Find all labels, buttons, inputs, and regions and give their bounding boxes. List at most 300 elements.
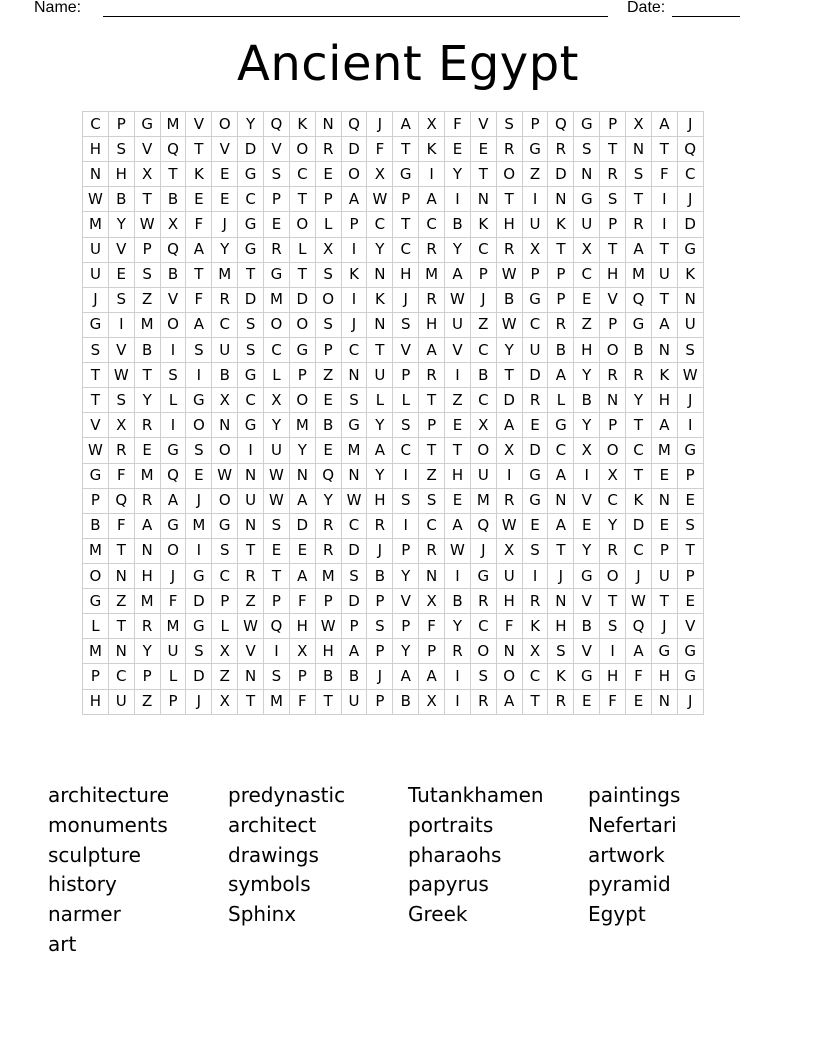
grid-cell[interactable]: C [393, 237, 419, 262]
grid-cell[interactable]: Y [600, 513, 626, 538]
grid-cell[interactable]: H [289, 614, 315, 639]
grid-cell[interactable]: E [264, 212, 290, 237]
grid-cell[interactable]: Y [238, 112, 264, 137]
grid-cell[interactable]: R [522, 388, 548, 413]
grid-cell[interactable]: T [419, 438, 445, 463]
grid-cell[interactable]: U [522, 212, 548, 237]
grid-cell[interactable]: N [419, 563, 445, 588]
grid-cell[interactable]: C [212, 312, 238, 337]
grid-cell[interactable]: U [264, 438, 290, 463]
grid-cell[interactable]: A [160, 488, 186, 513]
grid-cell[interactable]: I [445, 563, 471, 588]
grid-cell[interactable]: T [134, 363, 160, 388]
grid-cell[interactable]: H [496, 212, 522, 237]
grid-cell[interactable]: N [134, 538, 160, 563]
grid-cell[interactable]: A [445, 262, 471, 287]
grid-cell[interactable]: Q [470, 513, 496, 538]
grid-cell[interactable]: V [470, 112, 496, 137]
grid-cell[interactable]: E [186, 187, 212, 212]
grid-cell[interactable]: G [677, 639, 703, 664]
grid-cell[interactable]: V [134, 137, 160, 162]
grid-cell[interactable]: T [600, 237, 626, 262]
grid-cell[interactable]: R [315, 513, 341, 538]
grid-cell[interactable]: L [548, 388, 574, 413]
grid-cell[interactable]: R [134, 413, 160, 438]
grid-cell[interactable]: C [626, 438, 652, 463]
grid-cell[interactable]: R [445, 639, 471, 664]
grid-cell[interactable]: S [522, 538, 548, 563]
grid-cell[interactable]: X [419, 589, 445, 614]
grid-cell[interactable]: Y [445, 162, 471, 187]
grid-cell[interactable]: T [134, 187, 160, 212]
grid-cell[interactable]: U [341, 689, 367, 714]
grid-cell[interactable]: E [651, 513, 677, 538]
grid-cell[interactable]: J [186, 488, 212, 513]
grid-cell[interactable]: I [108, 312, 134, 337]
grid-cell[interactable]: X [626, 112, 652, 137]
grid-cell[interactable]: X [289, 639, 315, 664]
grid-cell[interactable]: N [651, 488, 677, 513]
grid-cell[interactable]: O [83, 563, 109, 588]
grid-cell[interactable]: W [264, 463, 290, 488]
grid-cell[interactable]: M [160, 614, 186, 639]
grid-cell[interactable]: D [238, 137, 264, 162]
grid-cell[interactable]: Y [496, 337, 522, 362]
grid-cell[interactable]: R [419, 237, 445, 262]
grid-cell[interactable]: D [341, 538, 367, 563]
grid-cell[interactable]: A [651, 112, 677, 137]
grid-cell[interactable]: J [651, 614, 677, 639]
grid-cell[interactable]: Y [393, 639, 419, 664]
grid-cell[interactable]: E [186, 463, 212, 488]
grid-cell[interactable]: B [445, 589, 471, 614]
grid-cell[interactable]: Z [238, 589, 264, 614]
grid-cell[interactable]: G [548, 413, 574, 438]
grid-cell[interactable]: A [496, 689, 522, 714]
grid-cell[interactable]: O [496, 162, 522, 187]
grid-cell[interactable]: S [108, 287, 134, 312]
grid-cell[interactable]: P [548, 287, 574, 312]
grid-cell[interactable]: P [160, 689, 186, 714]
grid-cell[interactable]: T [651, 589, 677, 614]
grid-cell[interactable]: G [522, 137, 548, 162]
grid-cell[interactable]: O [470, 438, 496, 463]
grid-cell[interactable]: N [367, 262, 393, 287]
grid-cell[interactable]: O [600, 337, 626, 362]
grid-cell[interactable]: G [393, 162, 419, 187]
grid-cell[interactable]: G [134, 112, 160, 137]
grid-cell[interactable]: S [393, 488, 419, 513]
grid-cell[interactable]: P [393, 538, 419, 563]
grid-cell[interactable]: M [134, 312, 160, 337]
grid-cell[interactable]: E [574, 689, 600, 714]
grid-cell[interactable]: Y [393, 563, 419, 588]
grid-cell[interactable]: G [626, 312, 652, 337]
grid-cell[interactable]: S [496, 112, 522, 137]
grid-cell[interactable]: N [574, 162, 600, 187]
grid-cell[interactable]: M [83, 639, 109, 664]
grid-cell[interactable]: Q [315, 463, 341, 488]
grid-cell[interactable]: C [238, 388, 264, 413]
grid-cell[interactable]: A [419, 187, 445, 212]
grid-cell[interactable]: U [160, 639, 186, 664]
grid-cell[interactable]: N [367, 312, 393, 337]
grid-cell[interactable]: Y [134, 639, 160, 664]
grid-cell[interactable]: J [470, 287, 496, 312]
grid-cell[interactable]: G [238, 212, 264, 237]
grid-cell[interactable]: T [626, 463, 652, 488]
grid-cell[interactable]: A [341, 187, 367, 212]
grid-cell[interactable]: B [445, 212, 471, 237]
grid-cell[interactable]: N [289, 463, 315, 488]
grid-cell[interactable]: B [160, 262, 186, 287]
grid-cell[interactable]: H [496, 589, 522, 614]
grid-cell[interactable]: D [496, 388, 522, 413]
grid-cell[interactable]: D [238, 287, 264, 312]
grid-cell[interactable]: V [212, 137, 238, 162]
grid-cell[interactable]: C [470, 237, 496, 262]
grid-cell[interactable]: G [238, 413, 264, 438]
grid-cell[interactable]: G [186, 388, 212, 413]
grid-cell[interactable]: R [626, 363, 652, 388]
grid-cell[interactable]: B [341, 664, 367, 689]
grid-cell[interactable]: G [574, 664, 600, 689]
grid-cell[interactable]: T [496, 187, 522, 212]
grid-cell[interactable]: A [626, 237, 652, 262]
grid-cell[interactable]: D [522, 363, 548, 388]
grid-cell[interactable]: S [548, 639, 574, 664]
grid-cell[interactable]: Q [160, 137, 186, 162]
grid-cell[interactable]: C [419, 513, 445, 538]
grid-cell[interactable]: U [651, 262, 677, 287]
grid-cell[interactable]: V [186, 112, 212, 137]
grid-cell[interactable]: T [264, 563, 290, 588]
grid-cell[interactable]: U [677, 312, 703, 337]
grid-cell[interactable]: X [367, 162, 393, 187]
grid-cell[interactable]: Y [367, 237, 393, 262]
grid-cell[interactable]: F [289, 689, 315, 714]
grid-cell[interactable]: P [367, 589, 393, 614]
grid-cell[interactable]: N [212, 413, 238, 438]
grid-cell[interactable]: G [574, 563, 600, 588]
grid-cell[interactable]: T [651, 237, 677, 262]
grid-cell[interactable]: S [186, 337, 212, 362]
grid-cell[interactable]: G [160, 513, 186, 538]
grid-cell[interactable]: P [83, 488, 109, 513]
grid-cell[interactable]: S [264, 513, 290, 538]
grid-cell[interactable]: D [289, 287, 315, 312]
grid-cell[interactable]: P [315, 337, 341, 362]
grid-cell[interactable]: J [470, 538, 496, 563]
grid-cell[interactable]: R [548, 689, 574, 714]
grid-cell[interactable]: X [470, 413, 496, 438]
grid-cell[interactable]: I [445, 664, 471, 689]
grid-cell[interactable]: R [419, 363, 445, 388]
grid-cell[interactable]: A [186, 237, 212, 262]
grid-cell[interactable]: S [186, 639, 212, 664]
grid-cell[interactable]: A [651, 413, 677, 438]
grid-cell[interactable]: W [341, 488, 367, 513]
grid-cell[interactable]: G [264, 262, 290, 287]
grid-cell[interactable]: Z [522, 162, 548, 187]
grid-cell[interactable]: G [574, 187, 600, 212]
grid-cell[interactable]: F [186, 287, 212, 312]
grid-cell[interactable]: R [419, 538, 445, 563]
grid-cell[interactable]: T [393, 137, 419, 162]
grid-cell[interactable]: E [522, 513, 548, 538]
grid-cell[interactable]: P [367, 639, 393, 664]
grid-cell[interactable]: G [238, 162, 264, 187]
grid-cell[interactable]: E [108, 262, 134, 287]
grid-cell[interactable]: P [677, 463, 703, 488]
grid-cell[interactable]: H [367, 488, 393, 513]
grid-cell[interactable]: F [419, 614, 445, 639]
grid-cell[interactable]: R [134, 488, 160, 513]
grid-cell[interactable]: J [341, 312, 367, 337]
grid-cell[interactable]: I [341, 287, 367, 312]
grid-cell[interactable]: E [677, 589, 703, 614]
grid-cell[interactable]: S [367, 614, 393, 639]
grid-cell[interactable]: G [522, 463, 548, 488]
grid-cell[interactable]: I [522, 563, 548, 588]
grid-cell[interactable]: D [548, 162, 574, 187]
grid-cell[interactable]: Q [160, 463, 186, 488]
grid-cell[interactable]: P [315, 589, 341, 614]
grid-cell[interactable]: T [83, 388, 109, 413]
grid-cell[interactable]: R [522, 589, 548, 614]
grid-cell[interactable]: E [574, 287, 600, 312]
grid-cell[interactable]: W [626, 589, 652, 614]
grid-cell[interactable]: Z [574, 312, 600, 337]
grid-cell[interactable]: O [264, 312, 290, 337]
grid-cell[interactable]: V [83, 413, 109, 438]
grid-cell[interactable]: G [83, 463, 109, 488]
grid-cell[interactable]: S [134, 262, 160, 287]
grid-cell[interactable]: X [522, 639, 548, 664]
grid-cell[interactable]: F [108, 463, 134, 488]
grid-cell[interactable]: P [289, 664, 315, 689]
grid-cell[interactable]: W [445, 287, 471, 312]
grid-cell[interactable]: Q [626, 614, 652, 639]
grid-cell[interactable]: X [160, 212, 186, 237]
grid-cell[interactable]: S [600, 187, 626, 212]
grid-cell[interactable]: A [341, 639, 367, 664]
grid-cell[interactable]: O [341, 162, 367, 187]
grid-cell[interactable]: M [341, 438, 367, 463]
grid-cell[interactable]: A [367, 438, 393, 463]
grid-cell[interactable]: M [134, 463, 160, 488]
grid-cell[interactable]: H [651, 388, 677, 413]
grid-cell[interactable]: B [108, 187, 134, 212]
grid-cell[interactable]: V [393, 589, 419, 614]
grid-cell[interactable]: F [367, 137, 393, 162]
grid-cell[interactable]: J [186, 689, 212, 714]
grid-cell[interactable]: R [548, 137, 574, 162]
grid-cell[interactable]: A [445, 513, 471, 538]
grid-cell[interactable]: M [160, 112, 186, 137]
grid-cell[interactable]: U [108, 689, 134, 714]
grid-cell[interactable]: R [315, 538, 341, 563]
grid-cell[interactable]: H [108, 162, 134, 187]
grid-cell[interactable]: H [393, 262, 419, 287]
grid-cell[interactable]: X [134, 162, 160, 187]
grid-cell[interactable]: K [522, 614, 548, 639]
grid-cell[interactable]: W [677, 363, 703, 388]
grid-cell[interactable]: S [264, 162, 290, 187]
grid-cell[interactable]: V [574, 589, 600, 614]
grid-cell[interactable]: X [574, 237, 600, 262]
grid-cell[interactable]: R [212, 287, 238, 312]
grid-cell[interactable]: K [470, 212, 496, 237]
grid-cell[interactable]: C [470, 337, 496, 362]
grid-cell[interactable]: L [315, 212, 341, 237]
grid-cell[interactable]: E [289, 538, 315, 563]
grid-cell[interactable]: P [341, 212, 367, 237]
grid-cell[interactable]: C [264, 337, 290, 362]
grid-cell[interactable]: M [264, 689, 290, 714]
grid-cell[interactable]: G [160, 438, 186, 463]
grid-cell[interactable]: R [470, 589, 496, 614]
grid-cell[interactable]: P [264, 187, 290, 212]
grid-cell[interactable]: T [651, 287, 677, 312]
grid-cell[interactable]: V [108, 337, 134, 362]
grid-cell[interactable]: H [651, 664, 677, 689]
grid-cell[interactable]: Q [160, 237, 186, 262]
grid-cell[interactable]: F [186, 212, 212, 237]
grid-cell[interactable]: G [677, 438, 703, 463]
grid-cell[interactable]: V [264, 137, 290, 162]
grid-cell[interactable]: C [212, 563, 238, 588]
grid-cell[interactable]: E [212, 162, 238, 187]
grid-cell[interactable]: P [341, 614, 367, 639]
grid-cell[interactable]: P [134, 664, 160, 689]
grid-cell[interactable]: V [600, 287, 626, 312]
grid-cell[interactable]: Q [626, 287, 652, 312]
grid-cell[interactable]: E [470, 137, 496, 162]
grid-cell[interactable]: L [367, 388, 393, 413]
grid-cell[interactable]: C [341, 337, 367, 362]
grid-cell[interactable]: D [186, 589, 212, 614]
grid-cell[interactable]: N [238, 513, 264, 538]
grid-cell[interactable]: P [393, 614, 419, 639]
grid-cell[interactable]: B [160, 187, 186, 212]
grid-cell[interactable]: B [470, 363, 496, 388]
grid-cell[interactable]: A [419, 664, 445, 689]
grid-cell[interactable]: I [160, 413, 186, 438]
grid-cell[interactable]: E [445, 137, 471, 162]
grid-cell[interactable]: C [341, 513, 367, 538]
grid-cell[interactable]: B [496, 287, 522, 312]
grid-cell[interactable]: I [574, 463, 600, 488]
grid-cell[interactable]: P [522, 262, 548, 287]
grid-cell[interactable]: U [470, 463, 496, 488]
grid-cell[interactable]: B [393, 689, 419, 714]
grid-cell[interactable]: J [212, 212, 238, 237]
grid-cell[interactable]: E [315, 388, 341, 413]
grid-cell[interactable]: C [419, 212, 445, 237]
grid-cell[interactable]: N [496, 639, 522, 664]
grid-cell[interactable]: G [522, 287, 548, 312]
grid-cell[interactable]: Z [108, 589, 134, 614]
grid-cell[interactable]: C [522, 312, 548, 337]
grid-cell[interactable]: A [496, 413, 522, 438]
grid-cell[interactable]: U [445, 312, 471, 337]
grid-cell[interactable]: I [186, 538, 212, 563]
grid-cell[interactable]: T [626, 413, 652, 438]
grid-cell[interactable]: S [341, 563, 367, 588]
grid-cell[interactable]: J [393, 287, 419, 312]
grid-cell[interactable]: P [600, 312, 626, 337]
grid-cell[interactable]: I [651, 187, 677, 212]
grid-cell[interactable]: G [83, 312, 109, 337]
grid-cell[interactable]: G [651, 639, 677, 664]
grid-cell[interactable]: I [445, 187, 471, 212]
grid-cell[interactable]: G [238, 363, 264, 388]
grid-cell[interactable]: N [108, 563, 134, 588]
grid-cell[interactable]: T [83, 363, 109, 388]
grid-cell[interactable]: X [496, 538, 522, 563]
grid-cell[interactable]: T [315, 689, 341, 714]
grid-cell[interactable]: P [600, 413, 626, 438]
grid-cell[interactable]: Q [341, 112, 367, 137]
grid-cell[interactable]: A [134, 513, 160, 538]
grid-cell[interactable]: V [160, 287, 186, 312]
grid-cell[interactable]: S [470, 664, 496, 689]
grid-cell[interactable]: O [289, 312, 315, 337]
grid-cell[interactable]: P [315, 187, 341, 212]
grid-cell[interactable]: E [315, 162, 341, 187]
grid-cell[interactable]: I [445, 689, 471, 714]
grid-cell[interactable]: R [600, 538, 626, 563]
grid-cell[interactable]: P [393, 363, 419, 388]
grid-cell[interactable]: J [677, 689, 703, 714]
grid-cell[interactable]: O [212, 488, 238, 513]
grid-cell[interactable]: P [367, 689, 393, 714]
grid-cell[interactable]: I [341, 237, 367, 262]
grid-cell[interactable]: M [83, 538, 109, 563]
grid-cell[interactable]: H [419, 312, 445, 337]
grid-cell[interactable]: S [186, 438, 212, 463]
grid-cell[interactable]: T [108, 538, 134, 563]
grid-cell[interactable]: H [83, 137, 109, 162]
grid-cell[interactable]: D [289, 513, 315, 538]
grid-cell[interactable]: U [496, 563, 522, 588]
grid-cell[interactable]: Y [367, 463, 393, 488]
grid-cell[interactable]: T [677, 538, 703, 563]
grid-cell[interactable]: A [289, 488, 315, 513]
grid-cell[interactable]: B [83, 513, 109, 538]
grid-cell[interactable]: T [626, 187, 652, 212]
grid-cell[interactable]: A [626, 639, 652, 664]
grid-cell[interactable]: W [238, 614, 264, 639]
grid-cell[interactable]: B [315, 413, 341, 438]
grid-cell[interactable]: I [522, 187, 548, 212]
grid-cell[interactable]: L [212, 614, 238, 639]
grid-cell[interactable]: E [315, 438, 341, 463]
grid-cell[interactable]: S [238, 337, 264, 362]
grid-cell[interactable]: P [600, 212, 626, 237]
grid-cell[interactable]: A [651, 312, 677, 337]
grid-cell[interactable]: F [445, 112, 471, 137]
grid-cell[interactable]: X [419, 112, 445, 137]
grid-cell[interactable]: I [393, 513, 419, 538]
grid-cell[interactable]: S [238, 312, 264, 337]
grid-cell[interactable]: R [134, 614, 160, 639]
grid-cell[interactable]: F [626, 664, 652, 689]
grid-cell[interactable]: S [264, 664, 290, 689]
grid-cell[interactable]: H [315, 639, 341, 664]
grid-cell[interactable]: F [496, 614, 522, 639]
